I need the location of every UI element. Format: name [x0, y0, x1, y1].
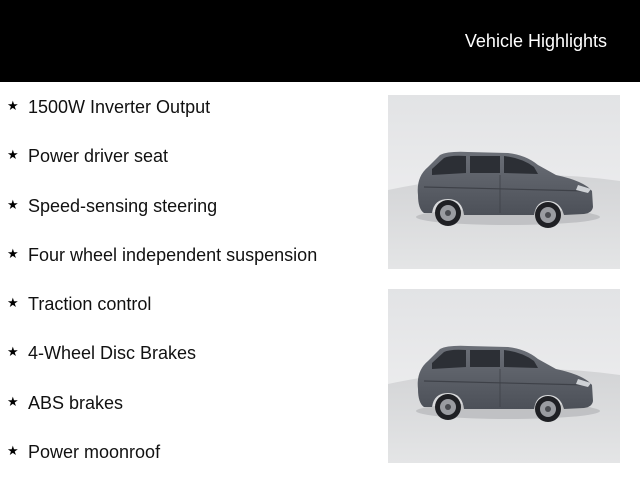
feature-label: Four wheel independent suspension [28, 244, 318, 265]
feature-item [0, 439, 380, 480]
star-icon: ★ [7, 296, 19, 312]
page-title: Vehicle Highlights [464, 31, 607, 51]
feature-label: ABS brakes [28, 392, 124, 413]
feature-item [0, 242, 380, 291]
feature-item [0, 193, 380, 242]
star-icon: ★ [7, 246, 19, 262]
feature-label: Speed-sensing steering [28, 195, 218, 216]
star-icon: ★ [7, 148, 19, 164]
feature-label: Power driver seat [28, 146, 169, 167]
star-icon: ★ [7, 197, 19, 213]
star-icon: ★ [7, 345, 19, 361]
feature-label: 1500W Inverter Output [28, 97, 211, 117]
feature-label: Traction control [28, 294, 152, 315]
star-icon: ★ [7, 99, 19, 114]
feature-item [0, 143, 380, 192]
header-bar [0, 0, 640, 82]
feature-label: 4-Wheel Disc Brakes [28, 343, 197, 364]
feature-item [0, 390, 380, 439]
star-icon: ★ [7, 394, 19, 410]
vehicle-photo [388, 289, 620, 463]
star-icon: ★ [7, 444, 19, 460]
feature-label: Power moonroof [28, 442, 161, 463]
feature-item [0, 291, 380, 340]
feature-list [0, 94, 380, 480]
feature-item [0, 340, 380, 389]
vehicle-photo [388, 95, 620, 269]
feature-item [0, 94, 380, 143]
